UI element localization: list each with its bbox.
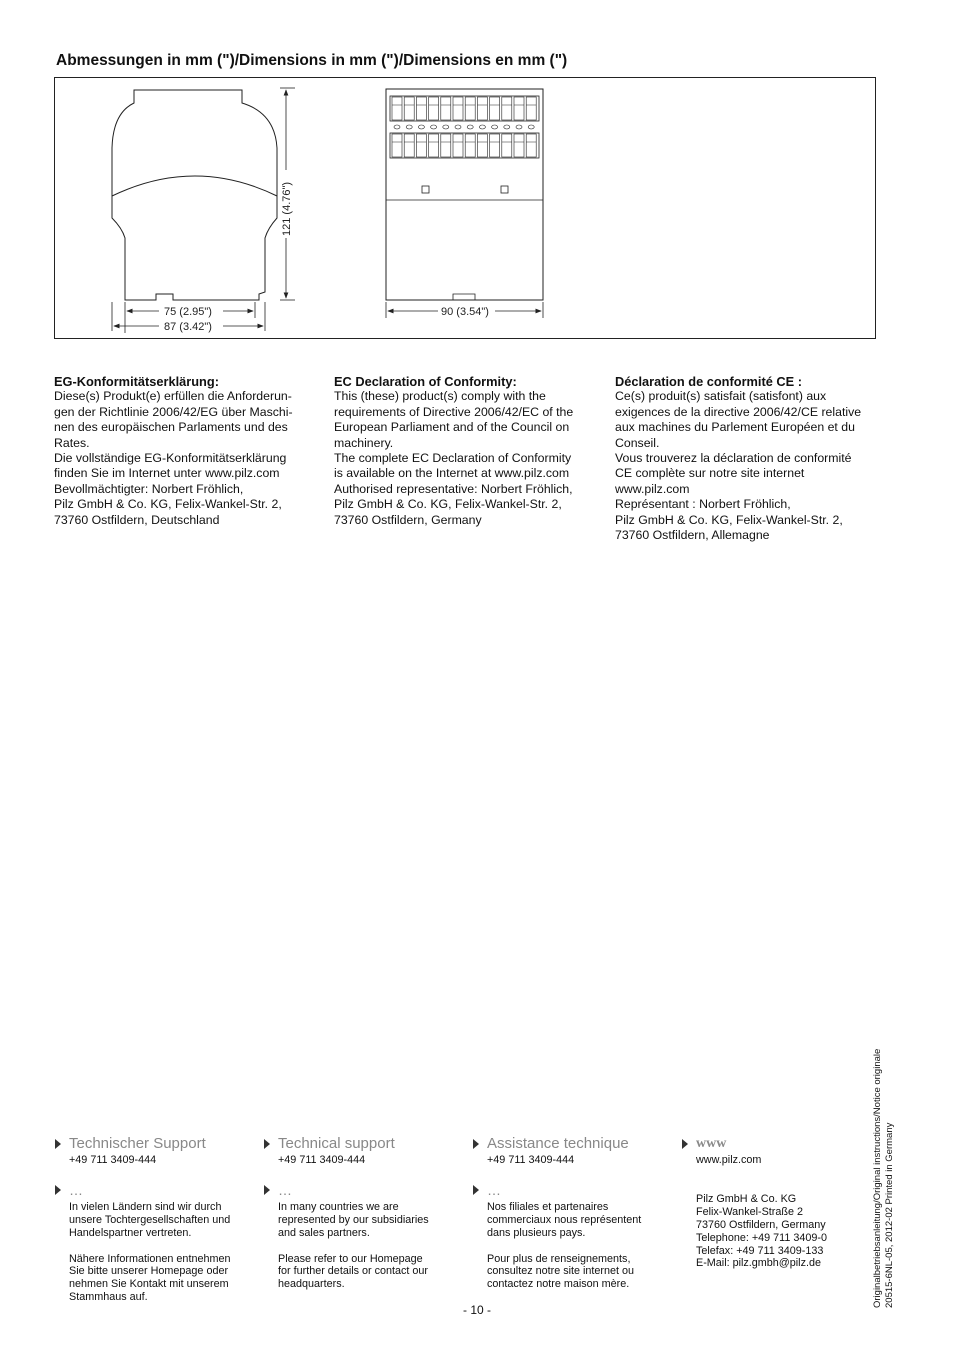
text-line: machinery. bbox=[334, 435, 394, 450]
footer-paragraph: Nähere Informationen entnehmen Sie bitte unserer Homepage oder nehmen Sie Kontakt mit unserem Stammhaus auf. bbox=[69, 1252, 231, 1304]
text-line: 73760 Ostfildern, Allemagne bbox=[615, 528, 770, 543]
text-line: finden Sie im Internet unter www.pilz.com bbox=[54, 466, 280, 481]
page-title: Abmessungen in mm (")/Dimensions in mm (")/Dimensions en mm (") bbox=[56, 52, 568, 69]
arrow-right-icon bbox=[264, 1185, 270, 1195]
text-line: aux machines du Parlement Européen et du bbox=[615, 420, 855, 435]
terminal bbox=[514, 97, 524, 120]
outer-width-label: 87 (3.42") bbox=[164, 321, 212, 333]
led bbox=[504, 125, 510, 129]
terminal bbox=[502, 134, 512, 157]
text-line: Die vollständige EG-Konformitätserklärung bbox=[54, 451, 287, 466]
text-line: 73760 Ostfildern, Germany bbox=[334, 512, 482, 527]
terminal bbox=[514, 134, 524, 157]
arrow-right-icon bbox=[473, 1185, 479, 1195]
support-phone: +49 711 3409-444 bbox=[69, 1154, 157, 1166]
footer-paragraph: Nos filiales et partenaires commerciaux nous représentent dans plusieurs pays. bbox=[487, 1200, 642, 1239]
text-line: Authorised representative: Norbert Fröhlich, bbox=[334, 481, 573, 496]
ellipsis-heading: … bbox=[69, 1181, 83, 1198]
support-heading: Technical support bbox=[278, 1135, 395, 1152]
terminal bbox=[465, 97, 475, 120]
led bbox=[492, 125, 498, 129]
dimensions-figure bbox=[54, 77, 876, 339]
text-line: exigences de la directive 2006/42/CE relative bbox=[615, 404, 862, 419]
declaration-body bbox=[615, 389, 885, 543]
document-reference bbox=[872, 1049, 896, 1308]
text-line: Représentant : Norbert Fröhlich, bbox=[615, 497, 791, 512]
declaration-title: Déclaration de conformité CE : bbox=[615, 374, 803, 389]
terminal bbox=[526, 97, 536, 120]
text-line: CE complète sur notre site internet bbox=[615, 466, 805, 481]
www-heading: www bbox=[696, 1136, 727, 1151]
text-line: Pilz GmbH & Co. KG, Felix-Wankel-Str. 2, bbox=[54, 497, 282, 512]
footer-paragraph: Please refer to our Homepage for further details or contact our headquarters. bbox=[278, 1252, 429, 1291]
text-line: Rates. bbox=[54, 435, 90, 450]
text-line: 73760 Ostfildern, Deutschland bbox=[54, 512, 220, 527]
terminal bbox=[453, 134, 463, 157]
terminal bbox=[392, 134, 402, 157]
footer-paragraph: In vielen Ländern sind wir durch unsere Tochtergesellschaften und Handelspartner vertreten. bbox=[69, 1200, 231, 1239]
footer-support-de bbox=[55, 1135, 245, 1317]
led bbox=[455, 125, 461, 129]
text-line: 20515-6NL-05, 2012-02 Printed in Germany bbox=[884, 1122, 895, 1308]
text-line: Vous trouverez la déclaration de conformité bbox=[615, 451, 852, 466]
declaration-body bbox=[334, 389, 594, 528]
text-line: Diese(s) Produkt(e) erfüllen die Anforderun- bbox=[54, 389, 292, 404]
declaration-fr bbox=[615, 374, 885, 543]
page-number: - 10 - bbox=[462, 1303, 491, 1317]
terminal bbox=[477, 134, 487, 157]
text-line: nen des europäischen Parlaments und des bbox=[54, 420, 288, 435]
support-heading: Assistance technique bbox=[487, 1135, 629, 1152]
declaration-title: EG-Konformitätserklärung: bbox=[54, 374, 219, 389]
led bbox=[528, 125, 534, 129]
side-view-front-curve bbox=[112, 176, 277, 196]
footer-paragraph: In many countries we are represented by our subsidiaries and sales partners. bbox=[278, 1200, 429, 1239]
support-phone: +49 711 3409-444 bbox=[487, 1154, 575, 1166]
declaration-de bbox=[54, 374, 314, 528]
terminal bbox=[404, 134, 414, 157]
front-view bbox=[386, 89, 543, 300]
height-dimension-label: 121 (4.76") bbox=[281, 181, 293, 236]
led bbox=[479, 125, 485, 129]
front-width-label: 90 (3.54") bbox=[441, 306, 489, 318]
text-line: gen der Richtlinie 2006/42/EG über Maschi- bbox=[54, 404, 293, 419]
terminal bbox=[392, 97, 402, 120]
footer-support-en bbox=[264, 1135, 454, 1304]
led bbox=[406, 125, 412, 129]
arrow-right-icon bbox=[682, 1139, 688, 1149]
text-line: Bevollmächtigter: Norbert Fröhlich, bbox=[54, 481, 244, 496]
arrow-right-icon bbox=[264, 1139, 270, 1149]
footer-paragraph: Pour plus de renseignements, consultez notre site internet ou contactez notre maison mère. bbox=[487, 1252, 635, 1291]
declaration-en bbox=[334, 374, 594, 528]
text-line: This (these) product(s) comply with the bbox=[334, 389, 546, 404]
declaration-title: EC Declaration of Conformity: bbox=[334, 374, 517, 389]
terminal bbox=[465, 134, 475, 157]
led bbox=[418, 125, 424, 129]
text-line: Ce(s) produit(s) satisfait (satisfont) aux bbox=[615, 389, 827, 404]
terminal bbox=[416, 97, 426, 120]
ellipsis-heading: … bbox=[487, 1181, 501, 1198]
terminal bbox=[490, 134, 500, 157]
support-phone: +49 711 3409-444 bbox=[278, 1154, 366, 1166]
terminal bbox=[404, 97, 414, 120]
terminal bbox=[429, 97, 439, 120]
terminal bbox=[441, 134, 451, 157]
terminal bbox=[526, 134, 536, 157]
led bbox=[394, 125, 400, 129]
arrow-right-icon bbox=[55, 1185, 61, 1195]
text-line: Pilz GmbH & Co. KG, Felix-Wankel-Str. 2, bbox=[615, 512, 843, 527]
arrow-right-icon bbox=[473, 1139, 479, 1149]
dimension-drawing bbox=[55, 78, 877, 340]
ellipsis-heading: … bbox=[278, 1181, 292, 1198]
terminal bbox=[416, 134, 426, 157]
arrow-right-icon bbox=[55, 1139, 61, 1149]
terminal bbox=[453, 97, 463, 120]
text-line: Pilz GmbH & Co. KG, Felix-Wankel-Str. 2, bbox=[334, 497, 562, 512]
text-line: The complete EC Declaration of Conformity bbox=[334, 451, 572, 466]
inner-width-label: 75 (2.95") bbox=[164, 306, 212, 318]
text-line: Conseil. bbox=[615, 435, 660, 450]
text-line: www.pilz.com bbox=[615, 481, 690, 496]
text-line: Originalbetriebsanleitung/Original instructions/Notice originale bbox=[872, 1048, 883, 1308]
side-view-outline bbox=[112, 90, 277, 300]
footer-support-fr bbox=[473, 1135, 663, 1304]
footer-contact bbox=[682, 1135, 852, 1283]
led bbox=[443, 125, 449, 129]
terminal bbox=[502, 97, 512, 120]
text-line: is available on the Internet at www.pilz.com bbox=[334, 466, 570, 481]
led bbox=[431, 125, 437, 129]
led bbox=[516, 125, 522, 129]
terminal bbox=[441, 97, 451, 120]
led bbox=[467, 125, 473, 129]
text-line: European Parliament and of the Council on bbox=[334, 420, 570, 435]
terminal bbox=[490, 97, 500, 120]
support-heading: Technischer Support bbox=[69, 1135, 206, 1152]
website-link[interactable]: www.pilz.com bbox=[696, 1154, 762, 1166]
terminal bbox=[477, 97, 487, 120]
text-line: requirements of Directive 2006/42/EC of the bbox=[334, 404, 574, 419]
company-address: Pilz GmbH & Co. KG Felix-Wankel-Straße 2 73760 Ostfildern, Germany Telephone: +49 711 3409-0 Telefax: +49 711 3409-133 E-Mail: pilz.gmbh@pilz.de bbox=[696, 1192, 827, 1270]
terminal bbox=[429, 134, 439, 157]
email-link[interactable]: E-Mail: pilz.gmbh@pilz.de bbox=[696, 1257, 821, 1270]
declaration-body bbox=[54, 389, 314, 528]
